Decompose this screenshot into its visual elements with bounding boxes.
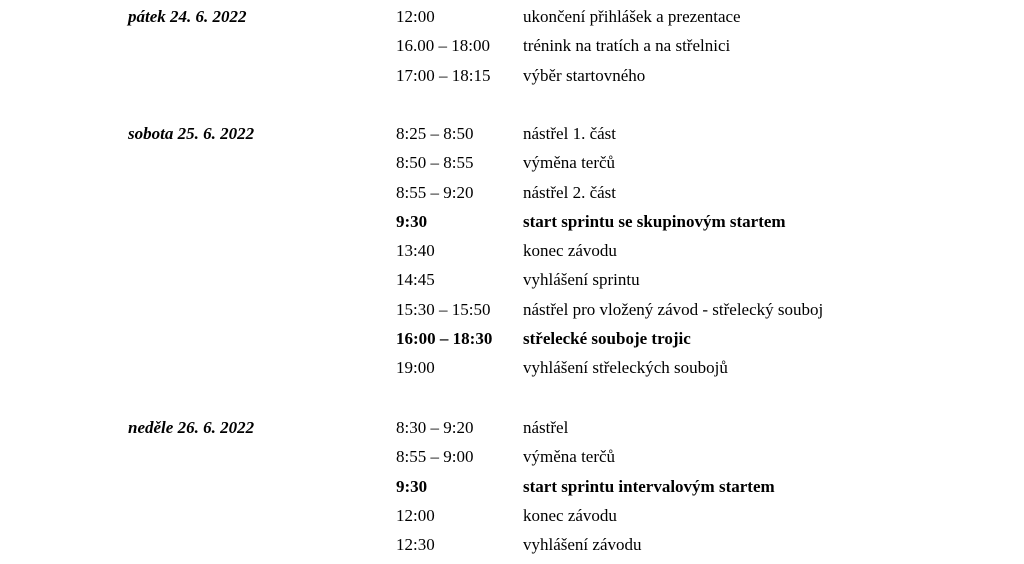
schedule-row: [0, 153, 1024, 182]
schedule-row: [0, 7, 1024, 36]
row-time: 16.00 – 18:00: [396, 36, 490, 56]
row-time: 9:30: [396, 476, 428, 496]
schedule-row: [0, 447, 1024, 476]
row-time: 9:30: [396, 211, 428, 231]
row-description: nástřel 1. část: [523, 124, 616, 143]
row-time: 8:55 – 9:20: [396, 182, 474, 202]
row-description: nástřel: [523, 418, 569, 437]
row-time: 15:30 – 15:50: [396, 299, 491, 319]
day-label: sobota 25. 6. 2022: [128, 124, 255, 143]
row-description: trénink na tratích a na střelnici: [523, 36, 731, 56]
row-description: vyhlášení sprintu: [523, 270, 640, 290]
row-description: konec závodu: [523, 505, 617, 525]
row-description: nástřel pro vložený závod - střelecký souboj: [523, 299, 824, 319]
schedule-row: [0, 36, 1024, 65]
row-time: 8:25 – 8:50: [396, 124, 474, 143]
day-label: pátek 24. 6. 2022: [128, 7, 247, 26]
row-time: 19:00: [396, 358, 435, 378]
schedule-row: [0, 300, 1024, 329]
schedule-row: [0, 66, 1024, 95]
row-description: konec závodu: [523, 241, 617, 261]
row-time: 17:00 – 18:15: [396, 65, 491, 85]
schedule-row: [0, 270, 1024, 299]
schedule-row: [0, 535, 1024, 564]
row-description: výměna terčů: [523, 153, 616, 173]
schedule-row-highlight: [0, 212, 1024, 241]
schedule-row-highlight: [0, 329, 1024, 358]
schedule-row: [0, 358, 1024, 387]
row-time: 8:55 – 9:00: [396, 447, 474, 467]
day-block-friday: [0, 7, 1024, 95]
row-time: 8:50 – 8:55: [396, 153, 474, 173]
row-time: 8:30 – 9:20: [396, 418, 474, 437]
day-label: neděle 26. 6. 2022: [128, 418, 255, 437]
row-description: výběr startovného: [523, 65, 646, 85]
schedule-row-highlight: [0, 477, 1024, 506]
row-time: 14:45: [396, 270, 435, 290]
schedule-row: [0, 506, 1024, 535]
row-description: výměna terčů: [523, 447, 616, 467]
row-description: ukončení přihlášek a prezentace: [523, 7, 741, 26]
row-time: 12:30: [396, 535, 435, 555]
row-time: 12:00: [396, 505, 435, 525]
row-time: 16:00 – 18:30: [396, 329, 493, 349]
row-description: vyhlášení střeleckých soubojů: [523, 358, 728, 378]
schedule-row: [0, 124, 1024, 153]
row-description: střelecké souboje trojic: [523, 329, 691, 349]
schedule-row: [0, 241, 1024, 270]
row-description: start sprintu intervalovým startem: [523, 476, 775, 496]
row-description: vyhlášení závodu: [523, 535, 642, 555]
day-block-saturday: [0, 124, 1024, 388]
row-time: 12:00: [396, 7, 435, 26]
schedule-row: [0, 183, 1024, 212]
row-description: nástřel 2. část: [523, 182, 616, 202]
day-block-sunday: [0, 418, 1024, 564]
row-time: 13:40: [396, 241, 435, 261]
schedule-row: [0, 418, 1024, 447]
row-description: start sprintu se skupinovým startem: [523, 211, 786, 231]
